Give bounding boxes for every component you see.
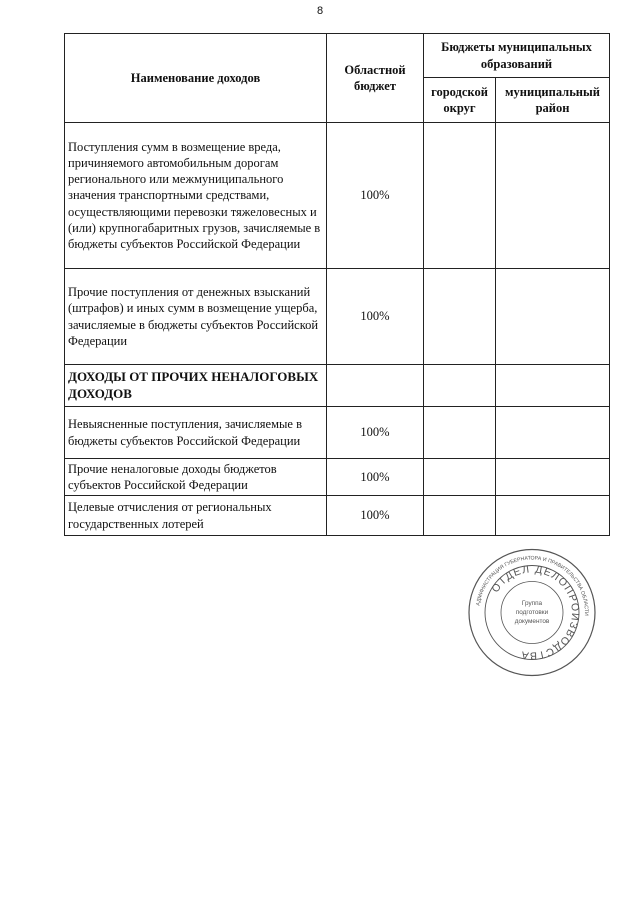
table-row xyxy=(65,365,610,407)
regional-share-cell: 100% xyxy=(327,496,424,536)
department-stamp xyxy=(462,545,602,680)
municipal-district-share-cell xyxy=(496,365,610,407)
municipal-district-share-cell xyxy=(496,269,610,365)
table-row xyxy=(65,269,610,365)
municipal-district-share-cell xyxy=(496,123,610,269)
regional-share-cell: 100% xyxy=(327,407,424,459)
header-municipal-budgets: Бюджеты муниципальных образований xyxy=(424,34,610,78)
city-district-share-cell xyxy=(424,407,496,459)
section-title-cell: ДОХОДЫ ОТ ПРОЧИХ НЕНАЛОГОВЫХ ДОХОДОВ xyxy=(65,365,327,407)
table-row xyxy=(65,407,610,459)
revenue-table xyxy=(64,33,610,536)
stamp-center-line: документов xyxy=(514,618,550,625)
table-row xyxy=(65,496,610,536)
regional-share-cell: 100% xyxy=(327,459,424,496)
stamp-center-line: Группа xyxy=(521,600,543,607)
city-district-share-cell xyxy=(424,459,496,496)
municipal-district-share-cell xyxy=(496,407,610,459)
table-row xyxy=(65,123,610,269)
header-revenue-name: Наименование доходов xyxy=(65,34,327,123)
regional-share-cell xyxy=(327,365,424,407)
city-district-share-cell xyxy=(424,123,496,269)
header-municipal-district: муниципальный район xyxy=(496,78,610,123)
stamp-inner-text: ОТДЕЛ ДЕЛОПРОИЗВОДСТВА xyxy=(489,563,582,662)
city-district-share-cell xyxy=(424,365,496,407)
stamp-center-text xyxy=(515,600,550,625)
regional-share-cell: 100% xyxy=(327,269,424,365)
revenue-name-cell: Прочие неналоговые доходы бюджетов субъектов Российской Федерации xyxy=(65,459,327,496)
regional-share-cell: 100% xyxy=(327,123,424,269)
page-number: 8 xyxy=(316,5,324,17)
city-district-share-cell xyxy=(424,496,496,536)
city-district-share-cell xyxy=(424,269,496,365)
header-regional-budget: Областной бюджет xyxy=(327,34,424,123)
revenue-name-cell: Целевые отчисления от региональных государственных лотерей xyxy=(65,496,327,536)
revenue-name-cell: Прочие поступления от денежных взысканий (штрафов) и иных сумм в возмещение ущерба, зачисляемые в бюджеты субъектов Российской Федерации xyxy=(65,269,327,365)
revenue-name-cell: Поступления сумм в возмещение вреда, причиняемого автомобильным дорогам регионального или межмуниципального значения транспортными средствами, осуществляющими перевозки тяжеловесных и (или) крупногабаритных грузов, зачисляемые в бюджеты субъектов Российской Федерации xyxy=(65,123,327,269)
stamp-outer-text: АДМИНИСТРАЦИЯ ГУБЕРНАТОРА И ПРАВИТЕЛЬСТВА ОБЛАСТИ xyxy=(475,555,590,616)
stamp-center-line: подготовки xyxy=(515,609,549,616)
header-city-district: городской округ xyxy=(424,78,496,123)
table-row xyxy=(65,459,610,496)
revenue-name-cell: Невыясненные поступления, зачисляемые в бюджеты субъектов Российской Федерации xyxy=(65,407,327,459)
municipal-district-share-cell xyxy=(496,496,610,536)
municipal-district-share-cell xyxy=(496,459,610,496)
